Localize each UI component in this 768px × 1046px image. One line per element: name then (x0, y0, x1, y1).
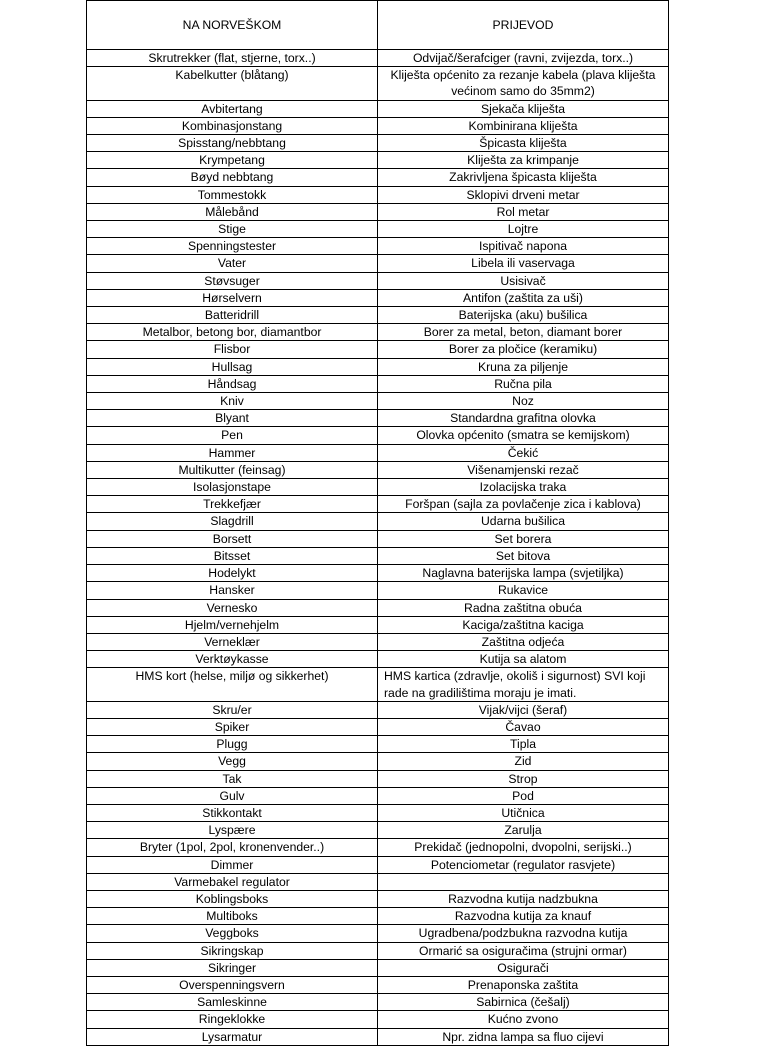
cell-norwegian: Håndsag (87, 375, 378, 392)
cell-translation: Kutija sa alatom (378, 651, 669, 668)
cell-norwegian: Sikringer (87, 959, 378, 976)
cell-translation: Ručna pila (378, 375, 669, 392)
table-row (87, 873, 669, 890)
table-row (87, 289, 669, 306)
cell-norwegian: Kombinasjonstang (87, 117, 378, 134)
cell-norwegian: Kabelkutter (blåtang) (87, 67, 378, 100)
table-row (87, 770, 669, 787)
cell-translation: Olovka općenito (smatra se kemijskom) (378, 427, 669, 444)
cell-translation: HMS kartica (zdravlje, okoliš i sigurnost) SVI koji rade na gradilištima moraju je imati. (378, 668, 669, 701)
cell-translation: Kućno zvono (378, 1011, 669, 1028)
cell-norwegian: Hjelm/vernehjelm (87, 616, 378, 633)
table-row (87, 513, 669, 530)
cell-norwegian: HMS kort (helse, miljø og sikkerhet) (87, 668, 378, 701)
header-norwegian: NA NORVEŠKOM (87, 1, 378, 50)
cell-norwegian: Spisstang/nebbtang (87, 135, 378, 152)
cell-translation: Tipla (378, 736, 669, 753)
cell-translation: Zarulja (378, 822, 669, 839)
cell-norwegian: Verktøykasse (87, 651, 378, 668)
table-row (87, 186, 669, 203)
cell-translation (378, 873, 669, 890)
cell-translation: Rol metar (378, 203, 669, 220)
cell-norwegian: Hodelykt (87, 565, 378, 582)
table-row (87, 1011, 669, 1028)
cell-norwegian: Batteridrill (87, 307, 378, 324)
cell-norwegian: Metalbor, betong bor, diamantbor (87, 324, 378, 341)
cell-translation: Čavao (378, 718, 669, 735)
table-row (87, 976, 669, 993)
cell-norwegian: Flisbor (87, 341, 378, 358)
cell-norwegian: Borsett (87, 530, 378, 547)
table-row (87, 994, 669, 1011)
cell-translation: Noz (378, 393, 669, 410)
glossary-sheet (86, 0, 668, 1046)
table-row (87, 616, 669, 633)
cell-translation: Sjekača kliješta (378, 100, 669, 117)
cell-norwegian: Hørselvern (87, 289, 378, 306)
cell-norwegian: Spenningstester (87, 238, 378, 255)
table-row (87, 324, 669, 341)
table-row (87, 804, 669, 821)
cell-translation: Izolacijska traka (378, 479, 669, 496)
cell-norwegian: Bøyd nebbtang (87, 169, 378, 186)
table-row (87, 582, 669, 599)
cell-translation: Špicasta kliješta (378, 135, 669, 152)
table-row (87, 410, 669, 427)
table-row (87, 942, 669, 959)
cell-translation: Kaciga/zaštitna kaciga (378, 616, 669, 633)
table-row (87, 358, 669, 375)
cell-translation: Potenciometar (regulator rasvjete) (378, 856, 669, 873)
cell-translation: Standardna grafitna olovka (378, 410, 669, 427)
cell-translation: Utičnica (378, 804, 669, 821)
cell-translation: Odvijač/šerafciger (ravni, zvijezda, torx..) (378, 50, 669, 67)
cell-translation: Baterijska (aku) bušilica (378, 307, 669, 324)
cell-norwegian: Spiker (87, 718, 378, 735)
cell-translation: Zaštitna odjeća (378, 633, 669, 650)
table-row (87, 599, 669, 616)
table-row (87, 152, 669, 169)
cell-translation: Kliješta općenito za rezanje kabela (plava kliješta većinom samo do 35mm2) (378, 67, 669, 100)
table-row (87, 753, 669, 770)
cell-translation: Npr. zidna lampa sa fluo cijevi (378, 1028, 669, 1045)
table-row (87, 668, 669, 701)
cell-norwegian: Trekkefjær (87, 496, 378, 513)
table-row (87, 701, 669, 718)
cell-translation: Prenaponska zaštita (378, 976, 669, 993)
cell-norwegian: Lyspære (87, 822, 378, 839)
table-row (87, 238, 669, 255)
cell-translation: Osigurači (378, 959, 669, 976)
table-row (87, 169, 669, 186)
cell-translation: Sklopivi drveni metar (378, 186, 669, 203)
cell-norwegian: Målebånd (87, 203, 378, 220)
table-row (87, 427, 669, 444)
cell-norwegian: Multikutter (feinsag) (87, 461, 378, 478)
cell-norwegian: Støvsuger (87, 272, 378, 289)
cell-norwegian: Lysarmatur (87, 1028, 378, 1045)
table-row (87, 203, 669, 220)
cell-norwegian: Dimmer (87, 856, 378, 873)
table-row (87, 822, 669, 839)
cell-translation: Lojtre (378, 221, 669, 238)
cell-translation: Libela ili vaservaga (378, 255, 669, 272)
table-row (87, 272, 669, 289)
table-row (87, 393, 669, 410)
cell-norwegian: Tommestokk (87, 186, 378, 203)
table-row (87, 908, 669, 925)
cell-norwegian: Hullsag (87, 358, 378, 375)
table-row (87, 307, 669, 324)
cell-norwegian: Sikringskap (87, 942, 378, 959)
cell-norwegian: Stikkontakt (87, 804, 378, 821)
table-row (87, 341, 669, 358)
cell-norwegian: Krympetang (87, 152, 378, 169)
cell-norwegian: Vernesko (87, 599, 378, 616)
cell-norwegian: Vegg (87, 753, 378, 770)
cell-norwegian: Hammer (87, 444, 378, 461)
cell-translation: Radna zaštitna obuća (378, 599, 669, 616)
cell-translation: Višenamjenski rezač (378, 461, 669, 478)
cell-translation: Zakrivljena špicasta kliješta (378, 169, 669, 186)
table-row (87, 959, 669, 976)
cell-translation: Foršpan (sajla za povlačenje zica i kablova) (378, 496, 669, 513)
cell-translation: Ugradbena/podzbukna razvodna kutija (378, 925, 669, 942)
table-row (87, 1028, 669, 1045)
cell-translation: Kliješta za krimpanje (378, 152, 669, 169)
table-row (87, 100, 669, 117)
table-header (87, 1, 669, 50)
header-row (87, 1, 669, 50)
cell-translation: Naglavna baterijska lampa (svjetiljka) (378, 565, 669, 582)
cell-norwegian: Slagdrill (87, 513, 378, 530)
cell-norwegian: Isolasjonstape (87, 479, 378, 496)
cell-norwegian: Vater (87, 255, 378, 272)
table-row (87, 736, 669, 753)
cell-translation: Razvodna kutija nadzbukna (378, 890, 669, 907)
cell-translation: Prekidač (jednopolni, dvopolni, serijski..) (378, 839, 669, 856)
table-row (87, 633, 669, 650)
cell-norwegian: Plugg (87, 736, 378, 753)
cell-norwegian: Overspenningsvern (87, 976, 378, 993)
cell-norwegian: Bryter (1pol, 2pol, kronenvender..) (87, 839, 378, 856)
cell-norwegian: Hansker (87, 582, 378, 599)
table-body (87, 50, 669, 1046)
table-row (87, 67, 669, 100)
cell-translation: Set borera (378, 530, 669, 547)
cell-translation: Kombinirana kliješta (378, 117, 669, 134)
table-row (87, 135, 669, 152)
table-row (87, 651, 669, 668)
table-row (87, 839, 669, 856)
cell-translation: Razvodna kutija za knauf (378, 908, 669, 925)
table-row (87, 547, 669, 564)
cell-norwegian: Skru/er (87, 701, 378, 718)
cell-norwegian: Tak (87, 770, 378, 787)
cell-translation: Čekić (378, 444, 669, 461)
cell-translation: Usisivač (378, 272, 669, 289)
cell-norwegian: Pen (87, 427, 378, 444)
cell-translation: Set bitova (378, 547, 669, 564)
glossary-table (86, 0, 669, 1046)
cell-norwegian: Avbitertang (87, 100, 378, 117)
table-row (87, 50, 669, 67)
cell-norwegian: Skrutrekker (flat, stjerne, torx..) (87, 50, 378, 67)
cell-translation: Strop (378, 770, 669, 787)
cell-translation: Borer za pločice (keramiku) (378, 341, 669, 358)
table-row (87, 255, 669, 272)
table-row (87, 530, 669, 547)
cell-norwegian: Multiboks (87, 908, 378, 925)
cell-translation: Rukavice (378, 582, 669, 599)
table-row (87, 787, 669, 804)
table-row (87, 444, 669, 461)
cell-translation: Ispitivač napona (378, 238, 669, 255)
cell-norwegian: Blyant (87, 410, 378, 427)
table-row (87, 856, 669, 873)
table-row (87, 718, 669, 735)
cell-norwegian: Stige (87, 221, 378, 238)
cell-translation: Udarna bušilica (378, 513, 669, 530)
table-row (87, 375, 669, 392)
cell-norwegian: Bitsset (87, 547, 378, 564)
cell-translation: Borer za metal, beton, diamant borer (378, 324, 669, 341)
cell-translation: Ormarić sa osiguračima (strujni ormar) (378, 942, 669, 959)
cell-norwegian: Samleskinne (87, 994, 378, 1011)
cell-translation: Sabirnica (češalj) (378, 994, 669, 1011)
table-row (87, 461, 669, 478)
cell-norwegian: Ringeklokke (87, 1011, 378, 1028)
cell-translation: Kruna za piljenje (378, 358, 669, 375)
cell-translation: Pod (378, 787, 669, 804)
cell-norwegian: Verneklær (87, 633, 378, 650)
cell-translation: Zid (378, 753, 669, 770)
table-row (87, 117, 669, 134)
table-row (87, 890, 669, 907)
header-translation: PRIJEVOD (378, 1, 669, 50)
table-row (87, 925, 669, 942)
cell-norwegian: Gulv (87, 787, 378, 804)
cell-translation: Vijak/vijci (šeraf) (378, 701, 669, 718)
table-row (87, 221, 669, 238)
table-row (87, 496, 669, 513)
cell-norwegian: Veggboks (87, 925, 378, 942)
table-row (87, 479, 669, 496)
cell-translation: Antifon (zaštita za uši) (378, 289, 669, 306)
cell-norwegian: Kniv (87, 393, 378, 410)
cell-norwegian: Varmebakel regulator (87, 873, 378, 890)
table-row (87, 565, 669, 582)
cell-norwegian: Koblingsboks (87, 890, 378, 907)
